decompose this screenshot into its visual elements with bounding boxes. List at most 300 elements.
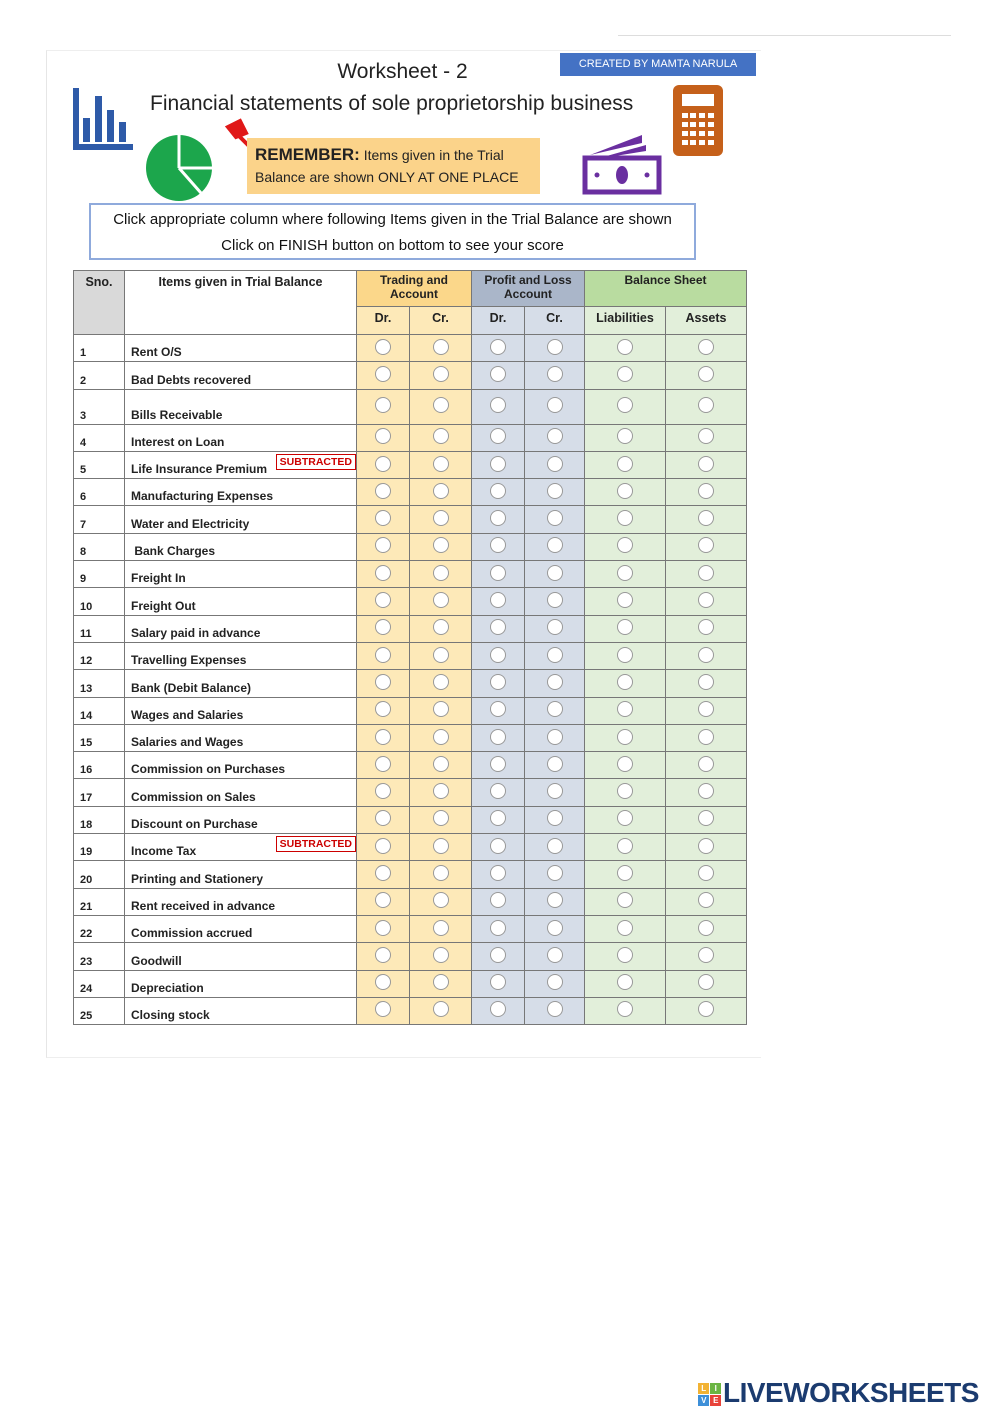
cell-pl-cr[interactable] (525, 389, 585, 424)
radio-liabilities[interactable] (617, 592, 633, 608)
cell-assets[interactable] (666, 389, 747, 424)
cell-liabilities[interactable] (585, 752, 666, 779)
radio-pl-dr[interactable] (490, 974, 506, 990)
cell-pl-cr[interactable] (525, 479, 585, 506)
cell-liabilities[interactable] (585, 362, 666, 389)
cell-assets[interactable] (666, 943, 747, 970)
radio-pl-dr[interactable] (490, 565, 506, 581)
cell-assets[interactable] (666, 888, 747, 915)
cell-liabilities[interactable] (585, 888, 666, 915)
cell-pl-dr[interactable] (472, 642, 525, 669)
radio-liabilities[interactable] (617, 810, 633, 826)
radio-assets[interactable] (698, 592, 714, 608)
cell-liabilities[interactable] (585, 642, 666, 669)
cell-pl-cr[interactable] (525, 861, 585, 888)
radio-pl-dr[interactable] (490, 592, 506, 608)
radio-pl-dr[interactable] (490, 339, 506, 355)
radio-pl-dr[interactable] (490, 947, 506, 963)
cell-trading-cr[interactable] (410, 561, 472, 588)
cell-pl-dr[interactable] (472, 424, 525, 451)
radio-assets[interactable] (698, 674, 714, 690)
cell-liabilities[interactable] (585, 389, 666, 424)
cell-trading-dr[interactable] (357, 834, 410, 861)
radio-trading-dr[interactable] (375, 947, 391, 963)
cell-pl-dr[interactable] (472, 752, 525, 779)
radio-trading-dr[interactable] (375, 810, 391, 826)
radio-trading-dr[interactable] (375, 428, 391, 444)
radio-liabilities[interactable] (617, 783, 633, 799)
cell-pl-dr[interactable] (472, 697, 525, 724)
radio-assets[interactable] (698, 483, 714, 499)
cell-pl-dr[interactable] (472, 479, 525, 506)
cell-pl-cr[interactable] (525, 451, 585, 478)
cell-assets[interactable] (666, 670, 747, 697)
cell-pl-cr[interactable] (525, 362, 585, 389)
radio-trading-dr[interactable] (375, 366, 391, 382)
cell-liabilities[interactable] (585, 970, 666, 997)
cell-trading-cr[interactable] (410, 997, 472, 1024)
cell-pl-dr[interactable] (472, 615, 525, 642)
radio-assets[interactable] (698, 783, 714, 799)
cell-assets[interactable] (666, 506, 747, 533)
cell-pl-cr[interactable] (525, 615, 585, 642)
cell-liabilities[interactable] (585, 806, 666, 833)
radio-pl-cr[interactable] (547, 647, 563, 663)
radio-pl-dr[interactable] (490, 783, 506, 799)
cell-trading-dr[interactable] (357, 779, 410, 806)
cell-trading-dr[interactable] (357, 915, 410, 942)
radio-trading-cr[interactable] (433, 810, 449, 826)
radio-trading-cr[interactable] (433, 565, 449, 581)
radio-pl-dr[interactable] (490, 456, 506, 472)
cell-assets[interactable] (666, 561, 747, 588)
cell-assets[interactable] (666, 615, 747, 642)
cell-pl-cr[interactable] (525, 533, 585, 560)
cell-pl-cr[interactable] (525, 779, 585, 806)
radio-assets[interactable] (698, 537, 714, 553)
radio-pl-cr[interactable] (547, 701, 563, 717)
radio-pl-dr[interactable] (490, 810, 506, 826)
radio-assets[interactable] (698, 865, 714, 881)
cell-trading-cr[interactable] (410, 861, 472, 888)
radio-trading-dr[interactable] (375, 974, 391, 990)
radio-pl-dr[interactable] (490, 647, 506, 663)
cell-trading-dr[interactable] (357, 561, 410, 588)
radio-assets[interactable] (698, 756, 714, 772)
cell-assets[interactable] (666, 642, 747, 669)
cell-trading-dr[interactable] (357, 451, 410, 478)
radio-trading-cr[interactable] (433, 783, 449, 799)
cell-pl-cr[interactable] (525, 424, 585, 451)
radio-liabilities[interactable] (617, 838, 633, 854)
cell-trading-dr[interactable] (357, 752, 410, 779)
cell-trading-dr[interactable] (357, 335, 410, 362)
cell-trading-dr[interactable] (357, 997, 410, 1024)
cell-trading-dr[interactable] (357, 588, 410, 615)
cell-assets[interactable] (666, 362, 747, 389)
cell-trading-dr[interactable] (357, 506, 410, 533)
radio-trading-dr[interactable] (375, 565, 391, 581)
radio-pl-cr[interactable] (547, 428, 563, 444)
cell-pl-dr[interactable] (472, 670, 525, 697)
radio-assets[interactable] (698, 729, 714, 745)
cell-liabilities[interactable] (585, 861, 666, 888)
cell-assets[interactable] (666, 697, 747, 724)
cell-trading-cr[interactable] (410, 752, 472, 779)
radio-assets[interactable] (698, 947, 714, 963)
cell-pl-dr[interactable] (472, 588, 525, 615)
radio-pl-cr[interactable] (547, 339, 563, 355)
cell-trading-dr[interactable] (357, 888, 410, 915)
radio-pl-cr[interactable] (547, 729, 563, 745)
radio-assets[interactable] (698, 428, 714, 444)
cell-assets[interactable] (666, 861, 747, 888)
radio-pl-cr[interactable] (547, 920, 563, 936)
radio-trading-cr[interactable] (433, 974, 449, 990)
radio-trading-dr[interactable] (375, 619, 391, 635)
radio-trading-cr[interactable] (433, 947, 449, 963)
cell-pl-dr[interactable] (472, 724, 525, 751)
radio-liabilities[interactable] (617, 366, 633, 382)
cell-pl-dr[interactable] (472, 861, 525, 888)
radio-assets[interactable] (698, 366, 714, 382)
cell-assets[interactable] (666, 752, 747, 779)
radio-liabilities[interactable] (617, 974, 633, 990)
cell-liabilities[interactable] (585, 779, 666, 806)
cell-trading-dr[interactable] (357, 670, 410, 697)
cell-pl-cr[interactable] (525, 888, 585, 915)
cell-trading-cr[interactable] (410, 451, 472, 478)
radio-trading-cr[interactable] (433, 756, 449, 772)
cell-trading-dr[interactable] (357, 970, 410, 997)
radio-trading-dr[interactable] (375, 865, 391, 881)
cell-liabilities[interactable] (585, 834, 666, 861)
cell-pl-cr[interactable] (525, 561, 585, 588)
cell-pl-cr[interactable] (525, 506, 585, 533)
radio-trading-cr[interactable] (433, 647, 449, 663)
radio-liabilities[interactable] (617, 892, 633, 908)
cell-liabilities[interactable] (585, 533, 666, 560)
cell-liabilities[interactable] (585, 479, 666, 506)
radio-assets[interactable] (698, 397, 714, 413)
cell-pl-dr[interactable] (472, 533, 525, 560)
cell-liabilities[interactable] (585, 615, 666, 642)
cell-trading-cr[interactable] (410, 697, 472, 724)
radio-assets[interactable] (698, 565, 714, 581)
radio-pl-dr[interactable] (490, 428, 506, 444)
radio-liabilities[interactable] (617, 729, 633, 745)
cell-pl-cr[interactable] (525, 642, 585, 669)
cell-pl-dr[interactable] (472, 915, 525, 942)
radio-pl-dr[interactable] (490, 865, 506, 881)
radio-liabilities[interactable] (617, 920, 633, 936)
cell-trading-cr[interactable] (410, 335, 472, 362)
cell-pl-cr[interactable] (525, 752, 585, 779)
cell-trading-dr[interactable] (357, 697, 410, 724)
radio-pl-cr[interactable] (547, 947, 563, 963)
cell-liabilities[interactable] (585, 943, 666, 970)
cell-assets[interactable] (666, 588, 747, 615)
radio-pl-dr[interactable] (490, 537, 506, 553)
radio-pl-dr[interactable] (490, 510, 506, 526)
radio-liabilities[interactable] (617, 701, 633, 717)
radio-trading-dr[interactable] (375, 397, 391, 413)
radio-trading-dr[interactable] (375, 483, 391, 499)
radio-assets[interactable] (698, 701, 714, 717)
radio-trading-cr[interactable] (433, 339, 449, 355)
radio-assets[interactable] (698, 339, 714, 355)
radio-assets[interactable] (698, 647, 714, 663)
radio-liabilities[interactable] (617, 647, 633, 663)
radio-liabilities[interactable] (617, 756, 633, 772)
cell-pl-dr[interactable] (472, 362, 525, 389)
radio-liabilities[interactable] (617, 456, 633, 472)
cell-pl-cr[interactable] (525, 997, 585, 1024)
radio-liabilities[interactable] (617, 428, 633, 444)
radio-trading-dr[interactable] (375, 537, 391, 553)
cell-trading-dr[interactable] (357, 424, 410, 451)
cell-trading-dr[interactable] (357, 724, 410, 751)
cell-liabilities[interactable] (585, 335, 666, 362)
radio-pl-dr[interactable] (490, 674, 506, 690)
cell-trading-cr[interactable] (410, 615, 472, 642)
cell-pl-cr[interactable] (525, 915, 585, 942)
radio-trading-cr[interactable] (433, 892, 449, 908)
radio-trading-dr[interactable] (375, 592, 391, 608)
cell-liabilities[interactable] (585, 915, 666, 942)
cell-trading-cr[interactable] (410, 970, 472, 997)
radio-pl-dr[interactable] (490, 483, 506, 499)
cell-pl-dr[interactable] (472, 779, 525, 806)
cell-pl-cr[interactable] (525, 697, 585, 724)
cell-trading-dr[interactable] (357, 943, 410, 970)
radio-trading-dr[interactable] (375, 701, 391, 717)
radio-assets[interactable] (698, 838, 714, 854)
cell-liabilities[interactable] (585, 506, 666, 533)
radio-trading-dr[interactable] (375, 1001, 391, 1017)
radio-trading-cr[interactable] (433, 729, 449, 745)
radio-trading-dr[interactable] (375, 783, 391, 799)
cell-pl-cr[interactable] (525, 806, 585, 833)
cell-liabilities[interactable] (585, 451, 666, 478)
cell-pl-dr[interactable] (472, 970, 525, 997)
radio-pl-cr[interactable] (547, 892, 563, 908)
cell-trading-cr[interactable] (410, 389, 472, 424)
cell-trading-cr[interactable] (410, 806, 472, 833)
cell-trading-cr[interactable] (410, 724, 472, 751)
cell-trading-cr[interactable] (410, 362, 472, 389)
cell-trading-cr[interactable] (410, 779, 472, 806)
radio-liabilities[interactable] (617, 397, 633, 413)
radio-trading-dr[interactable] (375, 339, 391, 355)
cell-trading-cr[interactable] (410, 424, 472, 451)
cell-trading-cr[interactable] (410, 670, 472, 697)
radio-trading-cr[interactable] (433, 920, 449, 936)
cell-pl-cr[interactable] (525, 588, 585, 615)
cell-trading-dr[interactable] (357, 533, 410, 560)
cell-trading-cr[interactable] (410, 506, 472, 533)
radio-liabilities[interactable] (617, 947, 633, 963)
cell-trading-cr[interactable] (410, 642, 472, 669)
cell-trading-cr[interactable] (410, 479, 472, 506)
radio-trading-cr[interactable] (433, 592, 449, 608)
cell-liabilities[interactable] (585, 997, 666, 1024)
cell-assets[interactable] (666, 451, 747, 478)
cell-trading-cr[interactable] (410, 588, 472, 615)
radio-pl-dr[interactable] (490, 838, 506, 854)
radio-trading-cr[interactable] (433, 456, 449, 472)
cell-pl-cr[interactable] (525, 943, 585, 970)
radio-assets[interactable] (698, 920, 714, 936)
cell-trading-dr[interactable] (357, 389, 410, 424)
cell-trading-dr[interactable] (357, 479, 410, 506)
cell-assets[interactable] (666, 724, 747, 751)
cell-pl-cr[interactable] (525, 724, 585, 751)
radio-trading-dr[interactable] (375, 920, 391, 936)
radio-trading-dr[interactable] (375, 510, 391, 526)
cell-trading-cr[interactable] (410, 888, 472, 915)
radio-pl-cr[interactable] (547, 783, 563, 799)
cell-pl-dr[interactable] (472, 834, 525, 861)
radio-pl-cr[interactable] (547, 838, 563, 854)
radio-trading-dr[interactable] (375, 838, 391, 854)
radio-trading-dr[interactable] (375, 647, 391, 663)
radio-assets[interactable] (698, 892, 714, 908)
cell-trading-dr[interactable] (357, 615, 410, 642)
cell-pl-dr[interactable] (472, 997, 525, 1024)
radio-liabilities[interactable] (617, 483, 633, 499)
radio-assets[interactable] (698, 974, 714, 990)
radio-liabilities[interactable] (617, 674, 633, 690)
radio-pl-dr[interactable] (490, 366, 506, 382)
radio-liabilities[interactable] (617, 565, 633, 581)
radio-trading-cr[interactable] (433, 865, 449, 881)
radio-assets[interactable] (698, 1001, 714, 1017)
radio-liabilities[interactable] (617, 537, 633, 553)
cell-assets[interactable] (666, 997, 747, 1024)
cell-pl-cr[interactable] (525, 670, 585, 697)
cell-trading-cr[interactable] (410, 533, 472, 560)
radio-liabilities[interactable] (617, 619, 633, 635)
radio-liabilities[interactable] (617, 339, 633, 355)
cell-trading-cr[interactable] (410, 834, 472, 861)
cell-assets[interactable] (666, 424, 747, 451)
radio-trading-cr[interactable] (433, 537, 449, 553)
radio-pl-cr[interactable] (547, 974, 563, 990)
radio-pl-dr[interactable] (490, 619, 506, 635)
radio-pl-cr[interactable] (547, 592, 563, 608)
cell-pl-cr[interactable] (525, 834, 585, 861)
radio-trading-dr[interactable] (375, 456, 391, 472)
cell-trading-dr[interactable] (357, 642, 410, 669)
radio-pl-dr[interactable] (490, 892, 506, 908)
cell-liabilities[interactable] (585, 588, 666, 615)
radio-trading-dr[interactable] (375, 892, 391, 908)
cell-trading-cr[interactable] (410, 943, 472, 970)
radio-assets[interactable] (698, 510, 714, 526)
cell-liabilities[interactable] (585, 561, 666, 588)
radio-trading-cr[interactable] (433, 619, 449, 635)
radio-pl-cr[interactable] (547, 619, 563, 635)
cell-assets[interactable] (666, 479, 747, 506)
radio-trading-cr[interactable] (433, 838, 449, 854)
radio-trading-cr[interactable] (433, 397, 449, 413)
radio-trading-cr[interactable] (433, 1001, 449, 1017)
cell-assets[interactable] (666, 834, 747, 861)
cell-pl-dr[interactable] (472, 451, 525, 478)
radio-liabilities[interactable] (617, 510, 633, 526)
cell-pl-dr[interactable] (472, 506, 525, 533)
cell-pl-dr[interactable] (472, 335, 525, 362)
radio-trading-cr[interactable] (433, 701, 449, 717)
cell-assets[interactable] (666, 533, 747, 560)
cell-assets[interactable] (666, 335, 747, 362)
radio-trading-dr[interactable] (375, 729, 391, 745)
cell-pl-dr[interactable] (472, 888, 525, 915)
cell-assets[interactable] (666, 970, 747, 997)
cell-pl-cr[interactable] (525, 335, 585, 362)
radio-trading-cr[interactable] (433, 510, 449, 526)
radio-pl-cr[interactable] (547, 456, 563, 472)
radio-trading-cr[interactable] (433, 483, 449, 499)
radio-pl-cr[interactable] (547, 510, 563, 526)
cell-liabilities[interactable] (585, 697, 666, 724)
radio-pl-cr[interactable] (547, 865, 563, 881)
radio-assets[interactable] (698, 810, 714, 826)
radio-trading-dr[interactable] (375, 674, 391, 690)
cell-liabilities[interactable] (585, 724, 666, 751)
radio-pl-dr[interactable] (490, 1001, 506, 1017)
radio-pl-cr[interactable] (547, 756, 563, 772)
cell-liabilities[interactable] (585, 424, 666, 451)
radio-pl-cr[interactable] (547, 1001, 563, 1017)
radio-pl-cr[interactable] (547, 537, 563, 553)
radio-pl-cr[interactable] (547, 483, 563, 499)
cell-pl-dr[interactable] (472, 943, 525, 970)
radio-assets[interactable] (698, 619, 714, 635)
radio-pl-cr[interactable] (547, 810, 563, 826)
cell-pl-dr[interactable] (472, 806, 525, 833)
radio-pl-dr[interactable] (490, 729, 506, 745)
cell-trading-cr[interactable] (410, 915, 472, 942)
radio-pl-dr[interactable] (490, 756, 506, 772)
radio-liabilities[interactable] (617, 865, 633, 881)
radio-pl-cr[interactable] (547, 674, 563, 690)
cell-pl-dr[interactable] (472, 389, 525, 424)
cell-trading-dr[interactable] (357, 861, 410, 888)
radio-trading-dr[interactable] (375, 756, 391, 772)
radio-trading-cr[interactable] (433, 674, 449, 690)
radio-pl-dr[interactable] (490, 701, 506, 717)
radio-pl-cr[interactable] (547, 397, 563, 413)
radio-trading-cr[interactable] (433, 428, 449, 444)
cell-assets[interactable] (666, 806, 747, 833)
radio-trading-cr[interactable] (433, 366, 449, 382)
radio-pl-dr[interactable] (490, 397, 506, 413)
cell-trading-dr[interactable] (357, 806, 410, 833)
cell-pl-dr[interactable] (472, 561, 525, 588)
radio-assets[interactable] (698, 456, 714, 472)
radio-liabilities[interactable] (617, 1001, 633, 1017)
cell-pl-cr[interactable] (525, 970, 585, 997)
radio-pl-cr[interactable] (547, 565, 563, 581)
radio-pl-dr[interactable] (490, 920, 506, 936)
cell-trading-dr[interactable] (357, 362, 410, 389)
cell-assets[interactable] (666, 779, 747, 806)
cell-assets[interactable] (666, 915, 747, 942)
radio-pl-cr[interactable] (547, 366, 563, 382)
cell-liabilities[interactable] (585, 670, 666, 697)
